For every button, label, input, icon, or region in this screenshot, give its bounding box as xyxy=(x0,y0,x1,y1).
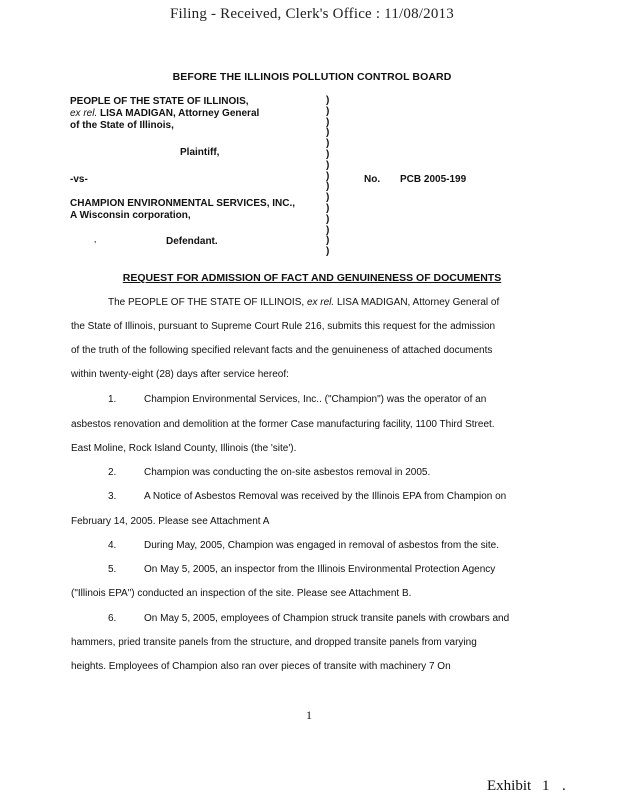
item-6-line-1: On May 5, 2005, employees of Champion struck transite panels with crowbars and xyxy=(144,613,510,624)
board-title: BEFORE THE ILLINOIS POLLUTION CONTROL BOARD xyxy=(172,71,452,83)
item-3-line-1: A Notice of Asbestos Removal was received by the Illinois EPA from Champion on xyxy=(144,491,507,502)
item-6-line-3: heights. Employees of Champion also ran over pieces of transite with machinery 7 On xyxy=(71,661,451,672)
case-number-label: No. xyxy=(364,174,381,185)
filing-stamp: Filing - Received, Clerk's Office : 11/08/2013 xyxy=(170,6,454,22)
case-number: PCB 2005-199 xyxy=(400,174,467,185)
intro-text-a: The PEOPLE OF THE STATE OF ILLINOIS, xyxy=(108,297,307,308)
plaintiff-role: Plaintiff, xyxy=(180,147,220,158)
intro-line-4: within twenty-eight (28) days after service hereof: xyxy=(71,369,289,380)
item-6-line-2: hammers, pried transite panels from the structure, and dropped transite panels from varying xyxy=(71,637,477,648)
request-heading: REQUEST FOR ADMISSION OF FACT AND GENUINENESS OF DOCUMENTS xyxy=(122,272,502,284)
item-5-line-2: ("Illinois EPA") conducted an inspection of the site. Please see Attachment B. xyxy=(71,588,412,599)
item-number: 6. xyxy=(108,613,117,624)
item-number: 3. xyxy=(108,491,117,502)
plaintiff-state: of the State of Illinois, xyxy=(70,120,174,131)
intro-line-3: of the truth of the following specified relevant facts and the genuineness of attached documents xyxy=(71,345,493,356)
defendant-corporation: A Wisconsin corporation, xyxy=(70,210,191,221)
stray-mark: ‚ xyxy=(94,234,97,245)
intro-line-2: the State of Illinois, pursuant to Supreme Court Rule 216, submits this request for the admission xyxy=(71,321,496,332)
versus-label: -vs- xyxy=(70,174,88,185)
item-3-line-2: February 14, 2005. Please see Attachment A xyxy=(71,516,270,527)
exhibit-label: Exhibit xyxy=(487,778,532,794)
item-1-line-2: asbestos renovation and demolition at the former Case manufacturing facility, 1100 Third Street. xyxy=(71,419,495,430)
intro-ex-rel: ex rel. xyxy=(306,297,335,308)
exhibit-number: 1 xyxy=(542,778,550,794)
intro-line-1 xyxy=(108,297,499,308)
item-number: 1. xyxy=(108,394,117,405)
intro-text-b: LISA MADIGAN, Attorney General of xyxy=(334,297,500,308)
plaintiff-name: PEOPLE OF THE STATE OF ILLINOIS, xyxy=(70,96,249,107)
item-5-line-1: On May 5, 2005, an inspector from the Illinois Environmental Protection Agency xyxy=(144,564,496,575)
item-number: 2. xyxy=(108,467,117,478)
exhibit-suffix: . xyxy=(562,778,566,794)
item-2-line-1: Champion was conducting the on-site asbestos removal in 2005. xyxy=(144,467,431,478)
defendant-name: CHAMPION ENVIRONMENTAL SERVICES, INC., xyxy=(70,198,296,209)
ex-rel-italic: ex rel. xyxy=(70,108,98,119)
item-number: 5. xyxy=(108,564,117,575)
defendant-role: Defendant. xyxy=(166,236,218,247)
item-1-line-3: East Moline, Rock Island County, Illinois (the 'site'). xyxy=(71,443,297,454)
relator-name: LISA MADIGAN, Attorney General xyxy=(97,108,260,119)
item-number: 4. xyxy=(108,540,117,551)
item-4-line-1: During May, 2005, Champion was engaged in removal of asbestos from the site. xyxy=(144,540,499,551)
caption-parentheses: ) ) ) ) ) ) ) ) ) ) ) ) ) ) ) xyxy=(326,95,330,258)
plaintiff-relator xyxy=(70,108,259,120)
page-number: 1 xyxy=(306,708,312,722)
item-1-line-1: Champion Environmental Services, Inc.. ("Champion") was the operator of an xyxy=(144,394,487,405)
